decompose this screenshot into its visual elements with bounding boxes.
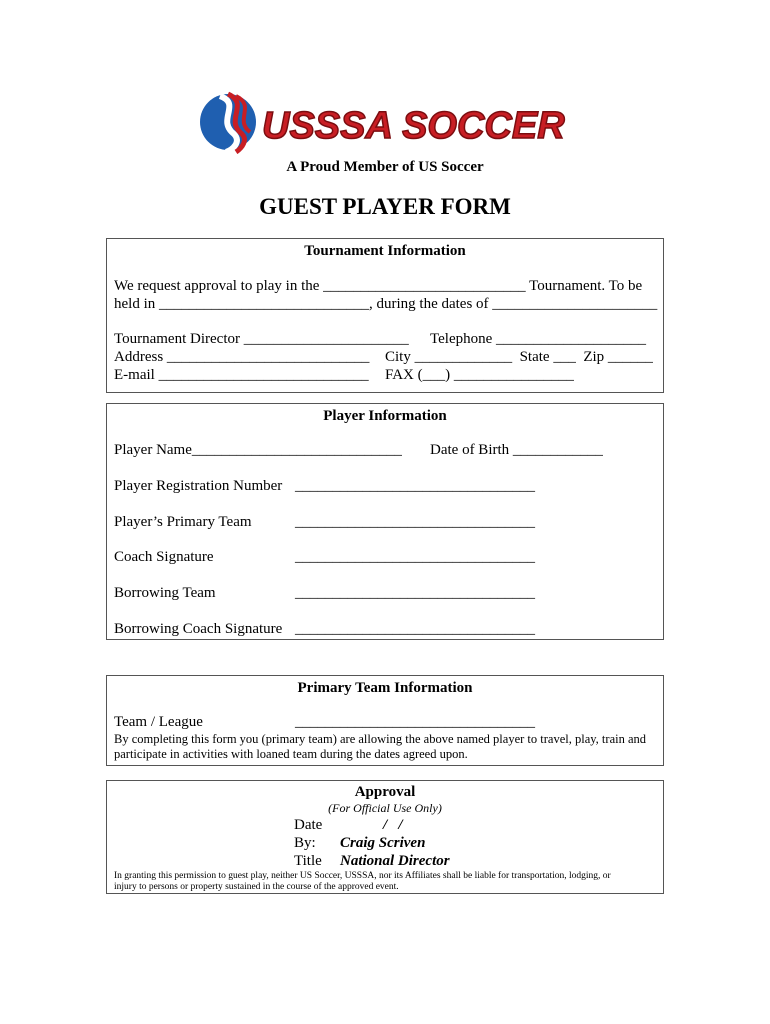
primary-team-label: Player’s Primary Team (114, 514, 252, 530)
borrowing-team-label: Borrowing Team (114, 585, 216, 601)
approval-by-label: By: (294, 835, 316, 851)
team-league-label: Team / League (114, 714, 203, 730)
coach-signature-input[interactable]: ________________________________ (295, 549, 535, 565)
borrowing-coach-signature-label: Borrowing Coach Signature (114, 621, 283, 637)
tagline: A Proud Member of US Soccer (286, 159, 484, 175)
date-of-birth-field[interactable]: Date of Birth ____________ (430, 442, 603, 458)
approval-section (106, 780, 664, 894)
borrowing-coach-signature-input[interactable]: ________________________________ (295, 621, 535, 637)
approval-title: Approval (354, 784, 416, 800)
player-info-section (106, 403, 664, 640)
city-state-zip-field[interactable]: City _____________ State ___ Zip ______ (385, 349, 653, 365)
usssa-soccer-logo (198, 90, 568, 154)
email-field[interactable]: E-mail ____________________________ (114, 367, 369, 383)
telephone-field[interactable]: Telephone ____________________ (430, 331, 647, 347)
fax-field[interactable]: FAX (___) ________________ (385, 367, 574, 383)
player-info-title: Player Information (323, 408, 447, 424)
player-registration-input[interactable]: ________________________________ (295, 478, 535, 494)
logo-text: USSSA SOCCER (262, 105, 565, 147)
tournament-info-title: Tournament Information (304, 243, 466, 259)
primary-team-note-1: By completing this form you (primary team) are allowing the above named player to travel, play, train and (114, 732, 647, 746)
tournament-info-section (106, 238, 664, 393)
approval-title-label: Title (294, 853, 322, 869)
approval-title-value: National Director (340, 853, 450, 869)
form-title: GUEST PLAYER FORM (259, 194, 511, 219)
approval-subtitle: (For Official Use Only) (328, 801, 442, 815)
primary-team-section (106, 675, 664, 766)
coach-signature-label: Coach Signature (114, 549, 214, 565)
player-registration-label: Player Registration Number (114, 478, 283, 494)
disclaimer-line-1: In granting this permission to guest play, neither US Soccer, USSSA, nor its Affiliates shall be liable for transportation, lodging, or (114, 871, 611, 881)
logo-emblem-icon (198, 90, 568, 154)
tournament-line-2[interactable]: held in ____________________________, during the dates of ______________________ (114, 296, 658, 312)
disclaimer-line-2: injury to persons or property sustained in the course of the approved event. (114, 882, 399, 892)
approval-by-value: Craig Scriven (340, 835, 426, 851)
tournament-director-field[interactable]: Tournament Director ______________________ (114, 331, 409, 347)
tournament-line-1[interactable]: We request approval to play in the ___________________________ Tournament. To be (114, 278, 643, 294)
approval-date-label: Date (294, 817, 323, 833)
address-field[interactable]: Address ___________________________ (114, 349, 370, 365)
primary-team-title: Primary Team Information (297, 680, 473, 696)
team-league-input[interactable]: ________________________________ (295, 714, 535, 730)
player-name-field[interactable]: Player Name____________________________ (114, 442, 402, 458)
borrowing-team-input[interactable]: ________________________________ (295, 585, 535, 601)
primary-team-note-2: participate in activities with loaned team during the dates agreed upon. (114, 747, 468, 761)
approval-date-value[interactable]: / / (383, 817, 403, 833)
primary-team-input[interactable]: ________________________________ (295, 514, 535, 530)
